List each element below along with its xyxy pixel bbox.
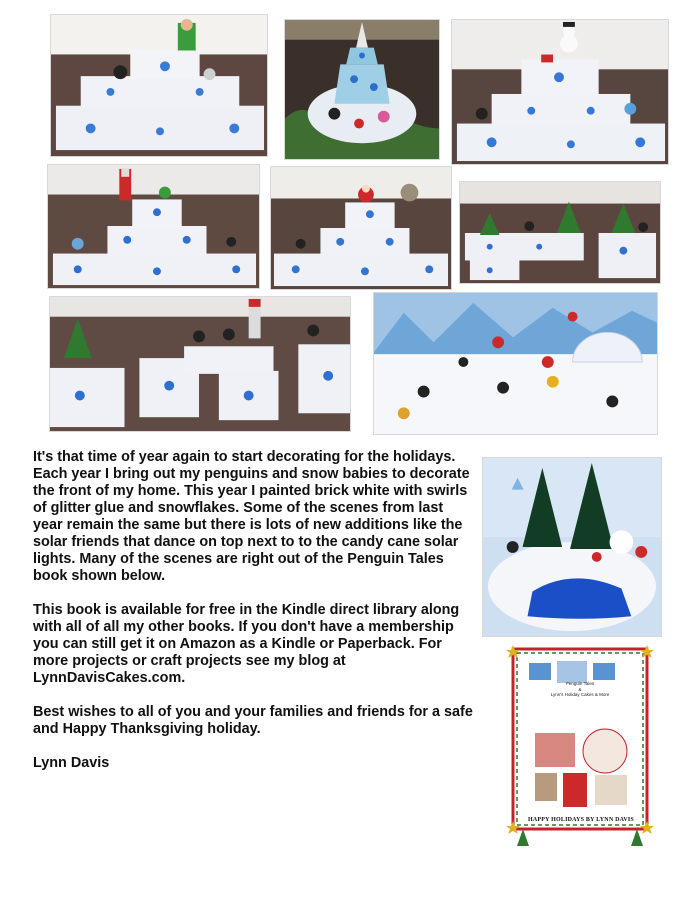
- book-cover: [505, 641, 655, 856]
- photo-pond-scene: [482, 457, 662, 637]
- photo-igloo-scene: [373, 292, 658, 435]
- book-title-line: &: [578, 686, 582, 692]
- article-paragraph: It's that time of year again to start decorating for the holidays. Each year I bring out my penguins and snow babies to decorate the front of my home. This year I painted brick white with swirls of glitter glue and snowflakes. Some of the scenes from last year remain the same but there is lots of new additions like the solar friends that dance on top next to to the candy cane solar lights. Many of the scenes are right out of the Penguin Tales book shown below.: [33, 449, 470, 584]
- signature: Lynn Davis: [33, 755, 110, 771]
- book-cover-caption: HAPPY HOLIDAYS BY LYNN DAVIS: [528, 817, 634, 823]
- photo-tree-row: [459, 181, 661, 284]
- photo-santa-pyramid: [270, 166, 452, 290]
- photo-round-cake-scene: [284, 19, 440, 160]
- photo-snowman-pyramid: [451, 19, 669, 165]
- article-paragraph: This book is available for free in the Kindle direct library along with all of all my other books. If you don't have a membership you can still get it on Amazon as a Kindle or Paperback. For more projects or craft projects see my blog at LynnDavisCakes.com.: [33, 602, 460, 686]
- article-paragraph: Best wishes to all of you and your families and friends for a safe and Happy Thanksgiving holiday.: [33, 704, 473, 737]
- book-title-line: Penguin Tales: [565, 681, 595, 686]
- photo-penguin-bench: [49, 296, 351, 432]
- photo-brick-pyramid-elf: [50, 14, 268, 157]
- book-title-line: Lynn's Holiday Cakes & More: [550, 692, 610, 697]
- photo-solar-light-pyramid: [47, 164, 260, 289]
- book-cover-title: [545, 681, 615, 698]
- article-body: [33, 449, 473, 789]
